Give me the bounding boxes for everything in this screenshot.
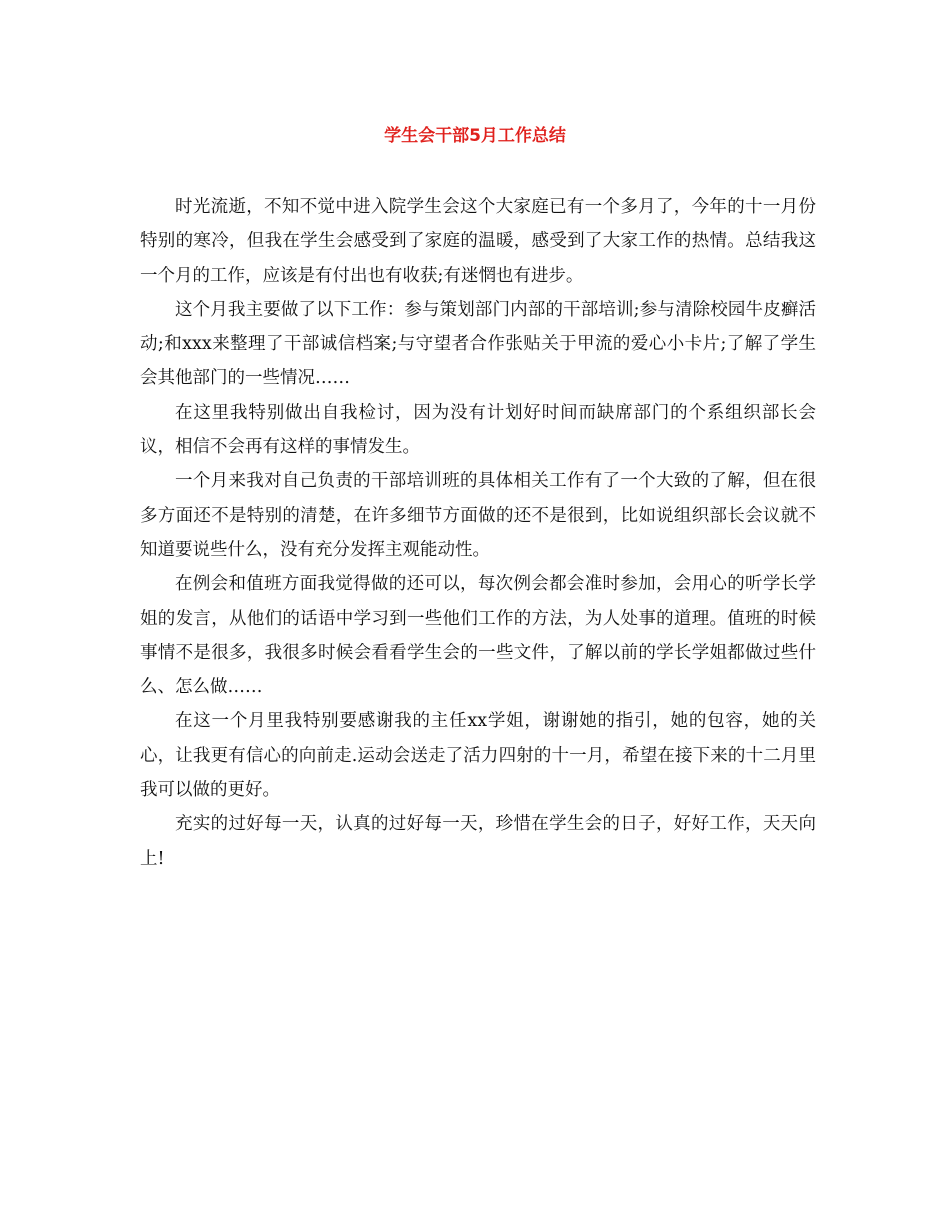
paragraph-6: 在这一个月里我特别要感谢我的主任xx学姐，谢谢她的指引，她的包容，她的关心，让我更有信心的向前走.运动会送走了活力四射的十一月，希望在接下来的十二月里我可以做的更好。	[140, 711, 816, 801]
document-title: 学生会干部5月工作总结	[384, 126, 566, 146]
paragraph-4: 一个月来我对自己负责的干部培训班的具体相关工作有了一个大致的了解，但在很多方面还不是特别的清楚，在许多细节方面做的还不是很到，比如说组织部长会议就不知道要说些什么，没有充分发挥主观能动性。	[140, 471, 816, 560]
paragraph-1: 时光流逝，不知不觉中进入院学生会这个大家庭已有一个多月了，今年的十一月份特别的寒冷，但我在学生会感受到了家庭的温暖，感受到了大家工作的热情。总结我这一个月的工作，应该是有付出也有收获;有迷惘也有进步。	[140, 197, 816, 286]
paragraph-7: 充实的过好每一天，认真的过好每一天，珍惜在学生会的日子，好好工作，天天向上!	[140, 814, 816, 869]
paragraph-5: 在例会和值班方面我觉得做的还可以，每次例会都会准时参加，会用心的听学长学姐的发言，从他们的话语中学习到一些他们工作的方法，为人处事的道理。值班的时候事情不是很多，我很多时候会看看学生会的一些文件，了解以前的学长学姐都做过些什么、怎么做……	[140, 574, 816, 698]
document-body	[140, 190, 816, 876]
paragraph-3: 在这里我特别做出自我检讨，因为没有计划好时间而缺席部门的个系组织部长会议，相信不会再有这样的事情发生。	[140, 402, 816, 458]
paragraph-2: 这个月我主要做了以下工作：参与策划部门内部的干部培训;参与清除校园牛皮癣活动;和xxx来整理了干部诚信档案;与守望者合作张贴关于甲流的爱心小卡片;了解了学生会其他部门的一些情况……	[140, 299, 816, 389]
